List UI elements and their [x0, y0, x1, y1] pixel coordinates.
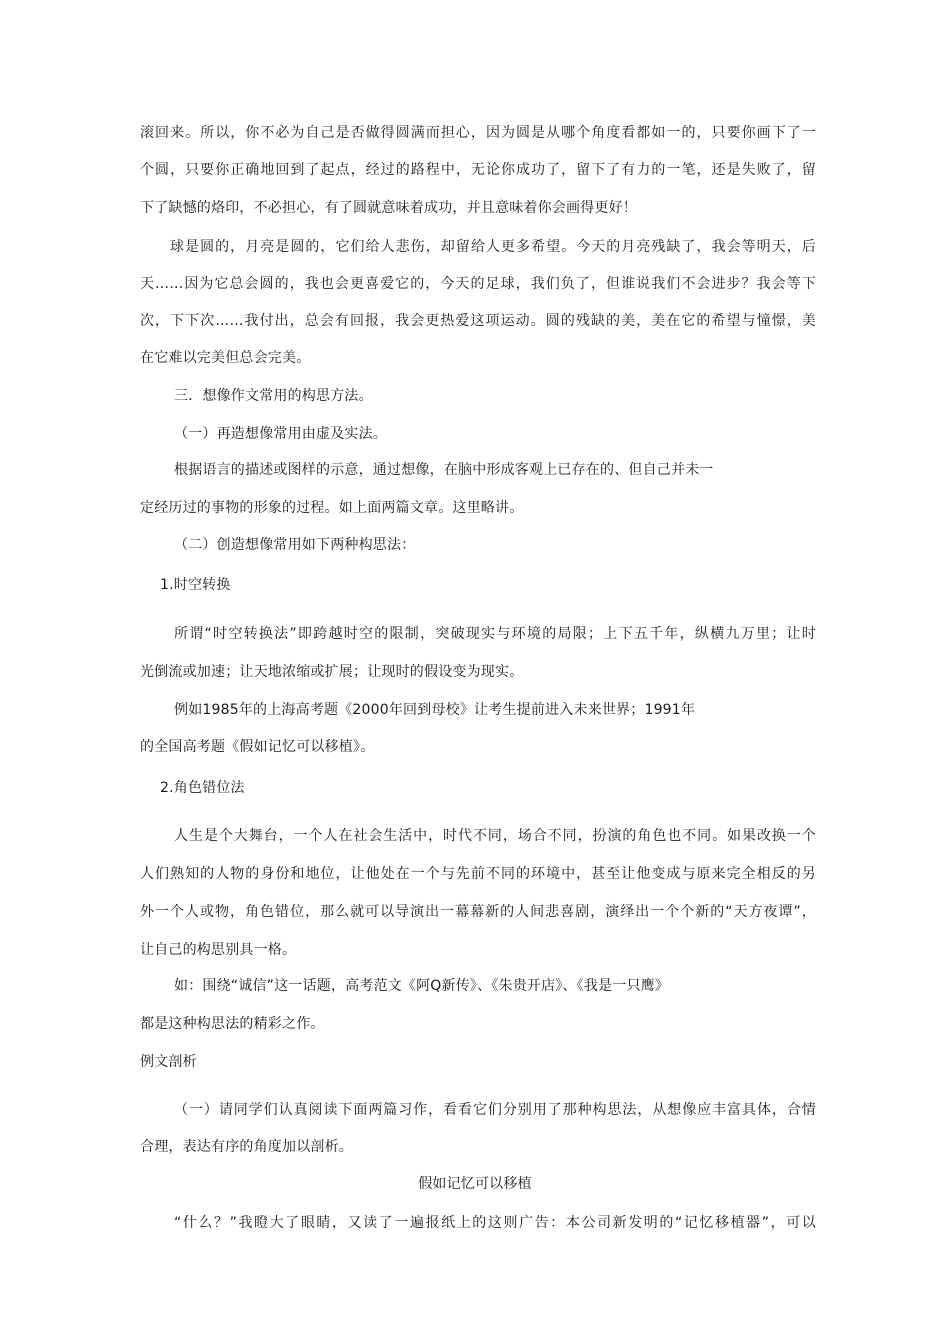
paragraph-line: （一）请同学们认真阅读下面两篇习作，看看它们分别用了那种构思法，从想像应丰富具体，合情 — [174, 1102, 816, 1118]
paragraph-line: “什么？”我瞪大了眼睛，又读了一遍报纸上的这则广告：本公司新发明的“记忆移植器”，可以 — [174, 1215, 816, 1231]
essay-title: 假如记忆可以移植 — [418, 1176, 532, 1192]
paragraph-line: 人生是个大舞台，一个人在社会生活中，时代不同，场合不同，扮演的角色也不同。如果改换一个 — [174, 828, 816, 844]
paragraph-line: 所谓“时空转换法”即跨越时空的限制，突破现实与环境的局限；上下五千年，纵横九万里；让时 — [174, 626, 816, 642]
paragraph-line: 在它难以完美但总会完美。 — [140, 350, 311, 366]
paragraph-line: 都是这种构思法的精彩之作。 — [140, 1016, 325, 1032]
paragraph-line: 让自己的构思别具一格。 — [140, 942, 297, 958]
paragraph-line: 根据语言的描述或图样的示意，通过想像，在脑中形成客观上已存在的、但自己并未一 — [174, 462, 714, 478]
subsection-heading: （一）再造想像常用由虚及实法。 — [174, 426, 387, 442]
paragraph-line: 次，下下次……我付出，总会有回报，我会更热爱这项运动。圆的残缺的美，美在它的希望与憧憬，美 — [140, 313, 816, 329]
paragraph-line: 的全国高考题《假如记忆可以移植》。 — [140, 739, 375, 755]
subsection-heading: （二）创造想像常用如下两种构思法： — [174, 537, 416, 553]
paragraph-line: 外一个人或物，角色错位，那么就可以导演出一幕幕新的人间悲喜剧，演绎出一个个新的“天方夜谭”， — [140, 904, 816, 920]
paragraph-line: 天……因为它总会圆的，我也会更喜爱它的，今天的足球，我们负了，但谁说我们不会进步？我会等下 — [140, 276, 816, 292]
item-heading: 1.时空转换 — [160, 577, 231, 593]
paragraph-line: 光倒流或加速；让天地浓缩或扩展；让现时的假设变为现实。 — [140, 664, 524, 680]
paragraph-line: 球是圆的，月亮是圆的，它们给人悲伤，却留给人更多希望。今天的月亮残缺了，我会等明天，后 — [170, 239, 816, 255]
paragraph-line: 滚回来。所以，你不必为自己是否做得圆满而担心，因为圆是从哪个角度看都如一的，只要你画下了一 — [140, 125, 816, 141]
section-heading: 例文剖析 — [140, 1054, 197, 1070]
paragraph-line: 例如1985年的上海高考题《2000年回到母校》让考生提前进入未来世界；1991年 — [174, 702, 696, 718]
paragraph-line: 如：围绕“诚信”这一话题，高考范文《阿Q新传》、《朱贵开店》、《我是一只鹰》 — [174, 978, 670, 994]
item-heading: 2.角色错位法 — [160, 780, 245, 796]
paragraph-line: 下了缺憾的烙印，不必担心，有了圆就意味着成功，并且意味着你会画得更好！ — [140, 200, 637, 216]
section-heading: 三．想像作文常用的构思方法。 — [174, 388, 373, 404]
paragraph-line: 定经历过的事物的形象的过程。如上面两篇文章。这里略讲。 — [140, 500, 524, 516]
paragraph-line: 合理，表达有序的角度加以剖析。 — [140, 1139, 353, 1155]
paragraph-line: 人们熟知的人物的身份和地位，让他处在一个与先前不同的环境中，甚至让他变成与原来完全相反的另 — [140, 866, 816, 882]
paragraph-line: 个圆，只要你正确地回到了起点，经过的路程中，无论你成功了，留下了有力的一笔，还是失败了，留 — [140, 162, 816, 178]
